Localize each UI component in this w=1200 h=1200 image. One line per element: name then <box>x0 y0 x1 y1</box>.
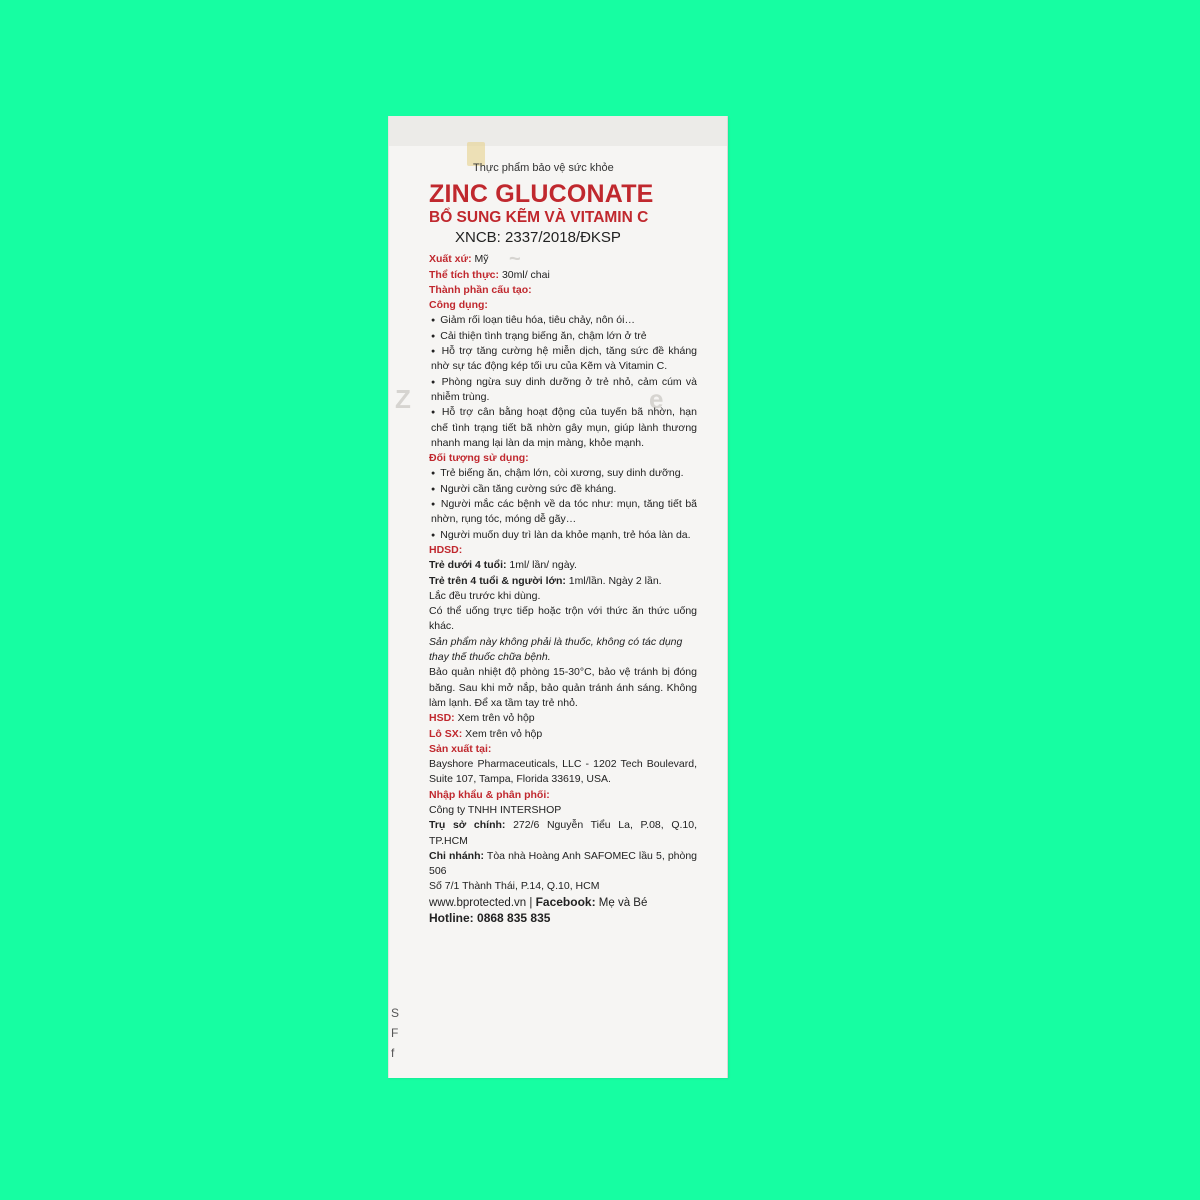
product-subheading: BỔ SUNG KẼM VÀ VITAMIN C <box>429 209 649 227</box>
uses-item: ● Cải thiện tình trạng biếng ăn, chậm lớn ở trẻ <box>429 329 697 344</box>
uses-item: ● Phòng ngừa suy dinh dưỡng ở trẻ nhỏ, cảm cúm và nhiễm trùng. <box>429 375 697 406</box>
volume-value: 30ml/ chai <box>501 268 550 281</box>
target-item: ● Người cần tăng cường sức đề kháng. <box>429 482 697 497</box>
lot-value: Xem trên vỏ hộp <box>465 727 543 740</box>
hq-label: Trụ sở chính: <box>429 819 506 832</box>
registration-number: XNCB: 2337/2018/ĐKSP <box>455 229 621 247</box>
expiry-value: Xem trên vỏ hộp <box>457 712 535 725</box>
dose-child-row <box>429 558 697 573</box>
bleed-through-graphic: ~ <box>509 248 521 270</box>
dose-adult-value: 1ml/lần. Ngày 2 lần. <box>568 574 662 587</box>
hdsd-label: HDSD: <box>429 543 463 556</box>
made-at-value: Bayshore Pharmaceuticals, LLC - 1202 Tech Boulevard, Suite 107, Tampa, Florida 33619, USA. <box>429 758 697 786</box>
product-title: ZINC GLUCONATE <box>429 180 654 209</box>
origin-value: Mỹ <box>474 253 489 266</box>
facebook-value: Mẹ và Bé <box>598 896 648 909</box>
uses-label: Công dụng: <box>429 299 488 312</box>
importer-value: Công ty TNHH INTERSHOP <box>429 803 562 816</box>
uses-item: ● Hỗ trợ cân bằng hoạt động của tuyến bã nhờn, hạn chế tình trạng tiết bã nhờn gây mụn, giúp lành thương nhanh mang lại làn da mịn màng, khỏe mạnh. <box>429 405 697 451</box>
volume-row <box>429 268 697 283</box>
facebook-label: Facebook: <box>535 894 596 909</box>
uses-item: ● Hỗ trợ tăng cường hệ miễn dịch, tăng sức đề kháng nhờ sự tác động kép tối ưu của Kẽm và Vitamin C. <box>429 344 697 375</box>
target-item: ● Người mắc các bệnh về da tóc như: mụn, tăng tiết bã nhờn, rụng tóc, móng dễ gãy… <box>429 497 697 528</box>
label-top-band <box>389 116 727 146</box>
target-label: Đối tượng sử dụng: <box>429 452 529 465</box>
expiry-row <box>429 711 697 726</box>
storage-instruction: Bảo quản nhiệt độ phòng 15-30°C, bảo vệ tránh bị đóng băng. Sau khi mở nắp, bảo quản tránh ánh sáng. Không làm lạnh. Để xa tầm tay trẻ nhỏ. <box>429 666 697 709</box>
hotline-row <box>429 911 697 926</box>
origin-row <box>429 252 697 267</box>
contact-row <box>429 895 697 911</box>
dose-adult-label: Trẻ trên 4 tuổi & người lớn: <box>429 574 566 587</box>
dose-adult-row <box>429 574 697 589</box>
bleed-through-graphic: Z <box>395 384 411 414</box>
volume-label: Thể tích thực: <box>429 268 500 281</box>
origin-label: Xuất xứ: <box>429 253 472 266</box>
expiry-label: HSD: <box>429 712 455 725</box>
uses-item: ● Giảm rối loạn tiêu hóa, tiêu chảy, nôn ói… <box>429 313 697 328</box>
dose-child-value: 1ml/ lần/ ngày. <box>509 559 577 572</box>
branch-label: Chi nhánh: <box>429 849 484 862</box>
product-label <box>388 116 728 1078</box>
lot-label: Lô SX: <box>429 727 463 740</box>
separator: | <box>529 896 533 909</box>
branch-value: Tòa nhà Hoàng Anh SAFOMEC lầu 5, phòng 506 <box>429 849 698 878</box>
direct-instruction: Có thể uống trực tiếp hoặc trộn với thức ăn thức uống khác. <box>429 605 697 633</box>
branch-address: Số 7/1 Thành Thái, P.14, Q.10, HCM <box>429 880 600 893</box>
branch-row <box>429 849 697 880</box>
website-link: www.bprotected.vn <box>429 896 527 909</box>
hotline-value: 0868 835 835 <box>477 911 551 926</box>
bleed-through-graphic: e <box>649 384 664 414</box>
label-content <box>429 161 697 926</box>
target-item: ● Người muốn duy trì làn da khỏe mạnh, trẻ hóa làn da. <box>429 528 697 543</box>
composition-label: Thành phần cấu tạo: <box>429 283 532 296</box>
dose-child-label: Trẻ dưới 4 tuổi: <box>429 559 507 572</box>
lot-row <box>429 727 697 742</box>
side-mark: F <box>391 1026 399 1040</box>
disclaimer: Sản phẩm này không phải là thuốc, không có tác dụng thay thế thuốc chữa bệnh. <box>429 635 683 664</box>
product-category: Thực phẩm bảo vệ sức khỏe <box>473 162 614 174</box>
shake-instruction: Lắc đều trước khi dùng. <box>429 589 541 602</box>
hq-row <box>429 818 697 849</box>
side-mark: f <box>391 1046 395 1060</box>
importer-label: Nhập khẩu & phân phối: <box>429 788 550 801</box>
hq-value: 272/6 Nguyễn Tiểu La, P.08, Q.10, TP.HCM <box>429 819 698 847</box>
target-item: ● Trẻ biếng ăn, chậm lớn, còi xương, suy dinh dưỡng. <box>429 466 697 481</box>
hotline-label: Hotline: <box>429 911 474 926</box>
made-at-label: Sản xuất tại: <box>429 742 492 755</box>
side-mark: S <box>391 1006 400 1020</box>
